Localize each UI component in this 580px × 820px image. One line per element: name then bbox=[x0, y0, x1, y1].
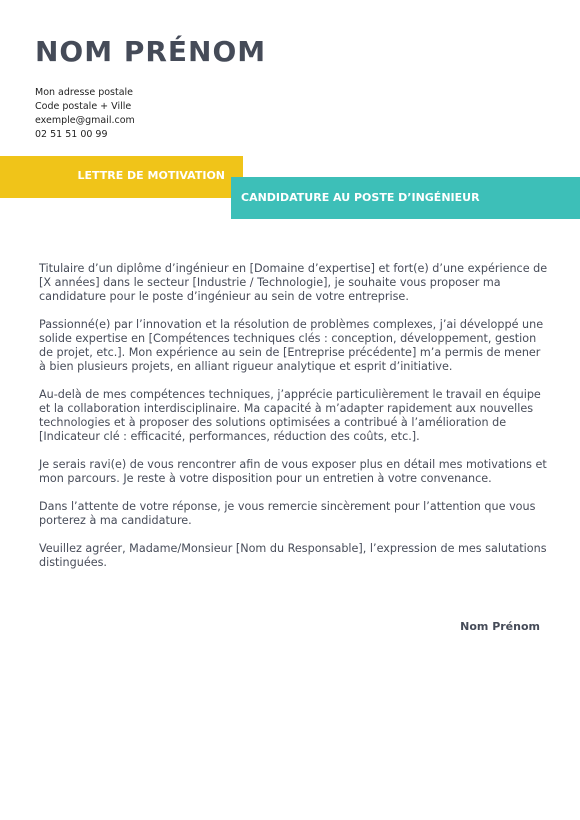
letter-paragraph: Passionné(e) par l’innovation et la résolution de problèmes complexes, j’ai développé une solide expertise en [Compétences techniques clés : conception, développement, gestion de projet, etc.]. Mon expérience au sein de [Entreprise précédente] m’a permis de mener à bien plusieurs projets, en alliant rigueur analytique et esprit d’initiative. bbox=[39, 318, 544, 373]
position-band bbox=[231, 177, 580, 219]
contact-block bbox=[35, 86, 135, 142]
phone-number: 02 51 51 00 99 bbox=[35, 129, 108, 140]
signature: Nom Prénom bbox=[460, 620, 540, 633]
letter-paragraph: Je serais ravi(e) de vous rencontrer afin de vous exposer plus en détail mes motivations et mon parcours. Je reste à votre disposition pour un entretien à votre convenance. bbox=[39, 458, 547, 485]
letter-paragraph: Dans l’attente de votre réponse, je vous remercie sincèrement pour l’attention que vous porterez à ma candidature. bbox=[39, 500, 536, 527]
postal-address: Mon adresse postale bbox=[35, 87, 134, 98]
letter-paragraph: Veuillez agréer, Madame/Monsieur [Nom du Responsable], l’expression de mes salutations distinguées. bbox=[39, 542, 547, 569]
letter-paragraph: Titulaire d’un diplôme d’ingénieur en [Domaine d’expertise] et fort(e) d’une expérience de [X années] dans le secteur [Industrie / Technologie], je souhaite vous proposer ma candidature pour le poste d’ingénieur au sein de votre entreprise. bbox=[39, 262, 548, 303]
cover-letter-band bbox=[0, 156, 243, 198]
email-address: exemple@gmail.com bbox=[35, 115, 135, 126]
letter-body bbox=[39, 262, 549, 584]
position-label: CANDIDATURE AU POSTE D’INGÉNIEUR bbox=[241, 191, 480, 204]
postal-code-city: Code postale + Ville bbox=[35, 101, 132, 112]
applicant-name: NOM PRÉNOM bbox=[35, 35, 267, 68]
cover-letter-label: LETTRE DE MOTIVATION bbox=[77, 169, 225, 182]
letter-paragraph: Au-delà de mes compétences techniques, j’apprécie particulièrement le travail en équipe et la collaboration interdisciplinaire. Ma capacité à m’adapter rapidement aux nouvelles technologies et à proposer des solutions optimisées a contribué à l’amélioration de [Indicateur clé : efficacité, performances, réduction des coûts, etc.]. bbox=[39, 388, 541, 443]
